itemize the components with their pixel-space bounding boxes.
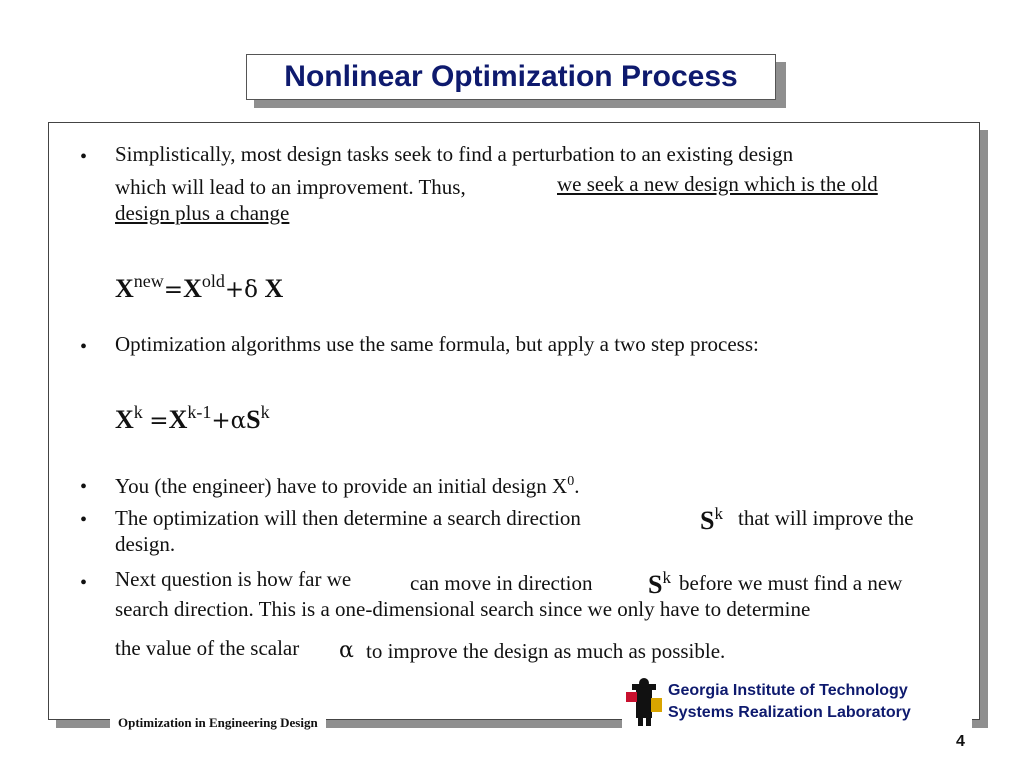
- footer-course-title: Optimization in Engineering Design: [110, 716, 326, 729]
- eq2-sup-k1: k-1: [187, 402, 212, 422]
- eq2-x-k1: X: [168, 405, 188, 434]
- page-title: Nonlinear Optimization Process: [284, 60, 738, 93]
- p4-s: S: [700, 506, 715, 535]
- paragraph-2: Optimization algorithms use the same formula, but apply a two step process:: [115, 332, 759, 356]
- page-number: 4: [956, 733, 965, 750]
- eq1-sup-old: old: [201, 271, 225, 291]
- paragraph-3-end: .: [574, 474, 580, 498]
- eq2-sup-sk: k: [260, 402, 270, 422]
- title-box: [246, 54, 776, 100]
- eq1-delta: δ: [244, 277, 258, 303]
- eq1-x-delta: X: [264, 274, 284, 303]
- paragraph-4-line-1: The optimization will then determine a search direction: [115, 506, 581, 530]
- p5-sup-k: k: [662, 568, 671, 587]
- paragraph-1-underlined-1: we seek a new design which is the old: [557, 172, 878, 196]
- paragraph-3: [115, 475, 579, 497]
- paragraph-1-line-1: Simplistically, most design tasks seek to find a perturbation to an existing design: [115, 142, 794, 166]
- eq2-s: S: [246, 405, 261, 434]
- paragraph-5-line-2: search direction. This is a one-dimensional search since we only have to determine: [115, 597, 811, 621]
- eq1-equals: =: [163, 277, 184, 303]
- equation-1: [115, 272, 283, 302]
- eq2-equals: =: [149, 408, 169, 434]
- institution-logo-block: [622, 674, 972, 728]
- paragraph-1-underlined-2: design plus a change: [115, 201, 290, 225]
- p4-sup-k: k: [714, 504, 723, 523]
- eq2-plus: +: [211, 408, 231, 434]
- paragraph-3-sup: 0: [567, 474, 575, 489]
- paragraph-5-line-1b: can move in direction: [410, 571, 593, 595]
- eq1-x-new: X: [115, 274, 134, 303]
- eq1-plus: +: [224, 277, 245, 303]
- paragraph-5-line-3b: to improve the design as much as possible.: [366, 639, 726, 663]
- eq1-x-old: X: [183, 274, 202, 303]
- georgia-tech-logo-icon: [624, 676, 664, 726]
- bullet-3: •: [80, 476, 88, 498]
- bullet-1: •: [80, 146, 88, 168]
- bullet-4: •: [80, 509, 88, 531]
- paragraph-5-s-symbol: [648, 569, 671, 598]
- eq2-sup-k: k: [133, 402, 143, 422]
- paragraph-5-alpha: α: [339, 638, 354, 663]
- bullet-5: •: [80, 572, 88, 594]
- bullet-2: •: [80, 336, 88, 358]
- paragraph-5-line-1a: Next question is how far we: [115, 567, 352, 591]
- equation-2: [115, 403, 270, 433]
- eq2-x-k: X: [115, 405, 134, 434]
- paragraph-5-line-3a: the value of the scalar: [115, 636, 300, 660]
- paragraph-1-line-2: which will lead to an improvement. Thus,: [115, 175, 466, 199]
- paragraph-4-line-2: design.: [115, 532, 176, 556]
- paragraph-4-line-1-after: that will improve the: [738, 506, 914, 530]
- paragraph-4-s-symbol: [700, 505, 723, 534]
- paragraph-5-line-1c: before we must find a new: [679, 571, 903, 595]
- lab-name: Systems Realization Laboratory: [668, 704, 911, 721]
- p5-s: S: [648, 570, 663, 599]
- eq1-sup-new: new: [133, 271, 164, 291]
- eq2-alpha: α: [230, 408, 247, 434]
- paragraph-3-text: You (the engineer) have to provide an initial design X: [115, 474, 568, 498]
- institution-name: Georgia Institute of Technology: [668, 682, 908, 699]
